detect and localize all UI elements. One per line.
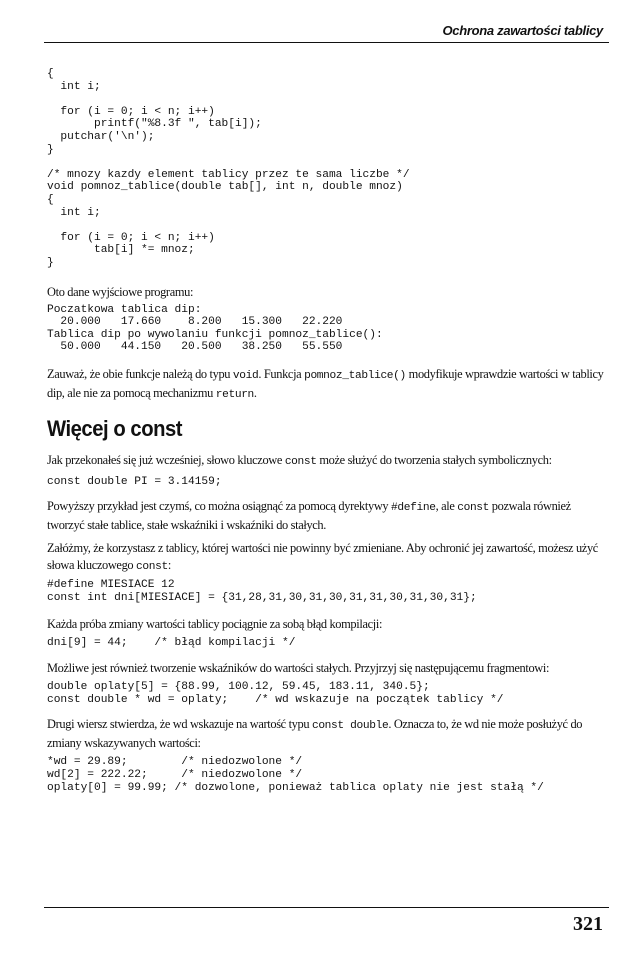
inline-code: const double [311,720,389,733]
paragraph-protect-array [47,540,607,576]
code-listing-functions: { int i; for (i = 0; i < n; i++) printf("%8.3f ", tab[i]); putchar('\n'); } /* mnozy kazdy element tablicy przez te sama liczbe */ void pomnoz_tablice(double tab[], int n, double mnoz) { int i; for (i = 0; i < n; i++) tab[i] *= mnoz; } [47,68,410,269]
text-run: . [253,385,257,400]
inline-code: #define [391,502,436,515]
text-run: . Oznacza to, że wd nie może posłużyć do zmiany wskazywanych wartości: [47,717,583,751]
paragraph-compile-error: Każda próba zmiany wartości tablicy pociągnie za sobą błąd kompilacji: [47,616,383,631]
paragraph-void-functions [47,366,607,404]
code-allowed-disallowed: *wd = 29.89; /* niedozwolone */ wd[2] = 222.22; /* niedozwolone */ oplaty[0] = 99.99; /* dozwolone, ponieważ tablica oplaty nie jest stałą */ [47,756,544,794]
code-pointer-to-const: double oplaty[5] = {88.99, 100.12, 59.45, 183.11, 340.5}; const double * wd = oplaty; /* wd wskazuje na początek tablicy */ [47,681,504,706]
running-header: Ochrona zawartości tablicy [442,23,603,38]
paragraph-pointer-to-const: Możliwe jest również tworzenie wskaźników do wartości stałych. Przyjrzyj się następującemu fragmentowi: [47,661,550,676]
inline-code: return [215,388,254,401]
text-run: Powyższy przykład jest czymś, co można osiągnąć za pomocą dyrektywy [47,499,392,514]
inline-code: const [284,455,317,468]
paragraph-output-intro: Oto dane wyjściowe programu: [47,284,194,299]
code-compile-error: dni[9] = 44; /* błąd kompilacji */ [47,636,296,649]
paragraph-const-double-explanation [47,716,607,752]
text-run: Załóżmy, że korzystasz z tablicy, której wartości nie powinny być zmieniane. Aby ochronić jej zawartość, możesz użyć słowa kluczowego [47,541,598,573]
text-run: Zauważ, że obie funkcje należą do typu [47,366,233,381]
text-run: może służyć do tworzenia stałych symbolicznych: [316,452,552,467]
paragraph-define-comparison [47,498,607,534]
text-run: : [167,558,171,573]
text-run: Drugi wiersz stwierdza, że wd wskazuje na wartość typu [47,717,312,732]
footer-rule [44,907,609,908]
text-run: modyfikuje wprawdzie wartości w tablicy dip, ale nie za pomocą mechanizmu [47,366,604,400]
inline-code: void [232,369,259,382]
code-const-array: #define MIESIACE 12 const int dni[MIESIACE] = {31,28,31,30,31,30,31,31,30,31,30,31}; [47,579,477,605]
text-run: . Funkcja [258,366,305,381]
text-run: , ale [435,499,458,514]
code-const-pi: const double PI = 3.14159; [47,475,222,488]
paragraph-const-intro [47,452,607,471]
page-number: 321 [573,913,603,935]
inline-code: pomnoz_tablice() [304,369,406,382]
page-content [47,68,607,794]
inline-code: const [457,502,490,515]
section-heading: Więcej o const [47,415,183,441]
text-run: Jak przekonałeś się już wcześniej, słowo kluczowe [47,452,285,467]
program-output: Poczatkowa tablica dip: 20.000 17.660 8.200 15.300 22.220 Tablica dip po wywolaniu funkcji pomnoz_tablice(): 50.000 44.150 20.500 38.250 55.550 [47,303,383,354]
header-rule [44,42,609,43]
text-run: pozwala również tworzyć stałe tablice, stałe wskaźniki i wskaźniki do stałych. [47,499,571,533]
inline-code: const [136,561,168,574]
